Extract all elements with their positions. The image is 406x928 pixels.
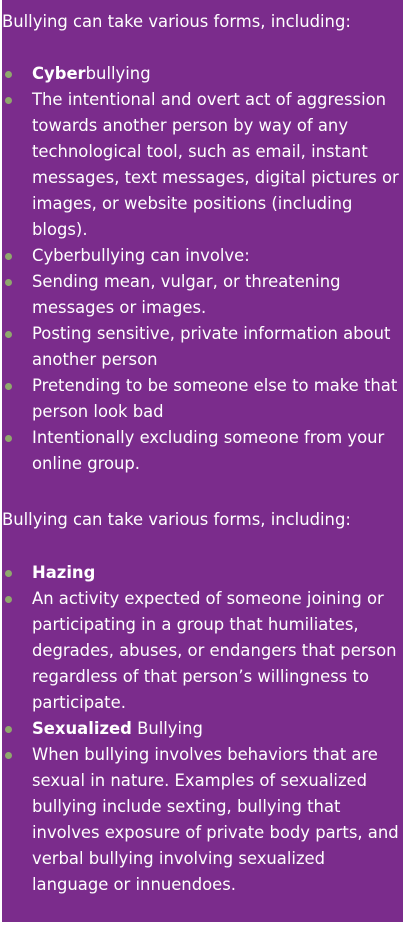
item-text: Bullying — [131, 719, 203, 738]
item-text: Posting sensitive, private information about another person — [32, 324, 391, 369]
list-item — [2, 243, 403, 269]
bullet-icon — [5, 97, 12, 104]
item-text: An activity expected of someone joining or participating in a group that humiliates, degrades, abuses, or endangers that person regardless of that person’s willingness to participate. — [32, 589, 397, 712]
forms-list — [2, 61, 403, 477]
bullet-icon — [5, 71, 12, 78]
item-text: The intentional and overt act of aggression towards another person by way of any technological tool, such as email, instant messages, text messages, digital pictures or images, or website positions (including blogs). — [32, 90, 399, 239]
forms-list — [2, 560, 403, 898]
bullet-icon — [5, 331, 12, 338]
section-heading: Bullying can take various forms, including: — [2, 12, 351, 31]
item-bold-text: Hazing — [32, 563, 96, 582]
item-text: Intentionally excluding someone from your online group. — [32, 428, 385, 473]
list-item — [2, 716, 403, 742]
bullet-icon — [5, 752, 12, 759]
bullet-icon — [5, 435, 12, 442]
bullet-icon — [5, 253, 12, 260]
item-bold-text: Sexualized — [32, 719, 132, 738]
list-item — [2, 61, 403, 87]
item-text: Sending mean, vulgar, or threatening messages or images. — [32, 272, 341, 317]
list-item — [2, 269, 403, 321]
item-bold-text: Cyber — [32, 64, 86, 83]
item-text: bullying — [85, 64, 151, 83]
list-item — [2, 425, 403, 477]
bullet-icon — [5, 279, 12, 286]
list-item — [2, 560, 403, 586]
item-text: Pretending to be someone else to make that person look bad — [32, 376, 398, 421]
bullet-icon — [5, 383, 12, 390]
list-item — [2, 87, 403, 243]
list-item — [2, 742, 403, 898]
item-text: When bullying involves behaviors that are sexual in nature. Examples of sexualized bullying include sexting, bullying that involves exposure of private body parts, and verbal bullying involving sexualized language or innuendoes. — [32, 745, 399, 894]
section-heading: Bullying can take various forms, including: — [2, 510, 351, 529]
content-panel — [2, 0, 403, 922]
list-item — [2, 321, 403, 373]
list-item — [2, 586, 403, 716]
bullet-icon — [5, 570, 12, 577]
bullet-icon — [5, 596, 12, 603]
item-text: Cyberbullying can involve: — [32, 246, 250, 265]
list-item — [2, 373, 403, 425]
bullet-icon — [5, 726, 12, 733]
